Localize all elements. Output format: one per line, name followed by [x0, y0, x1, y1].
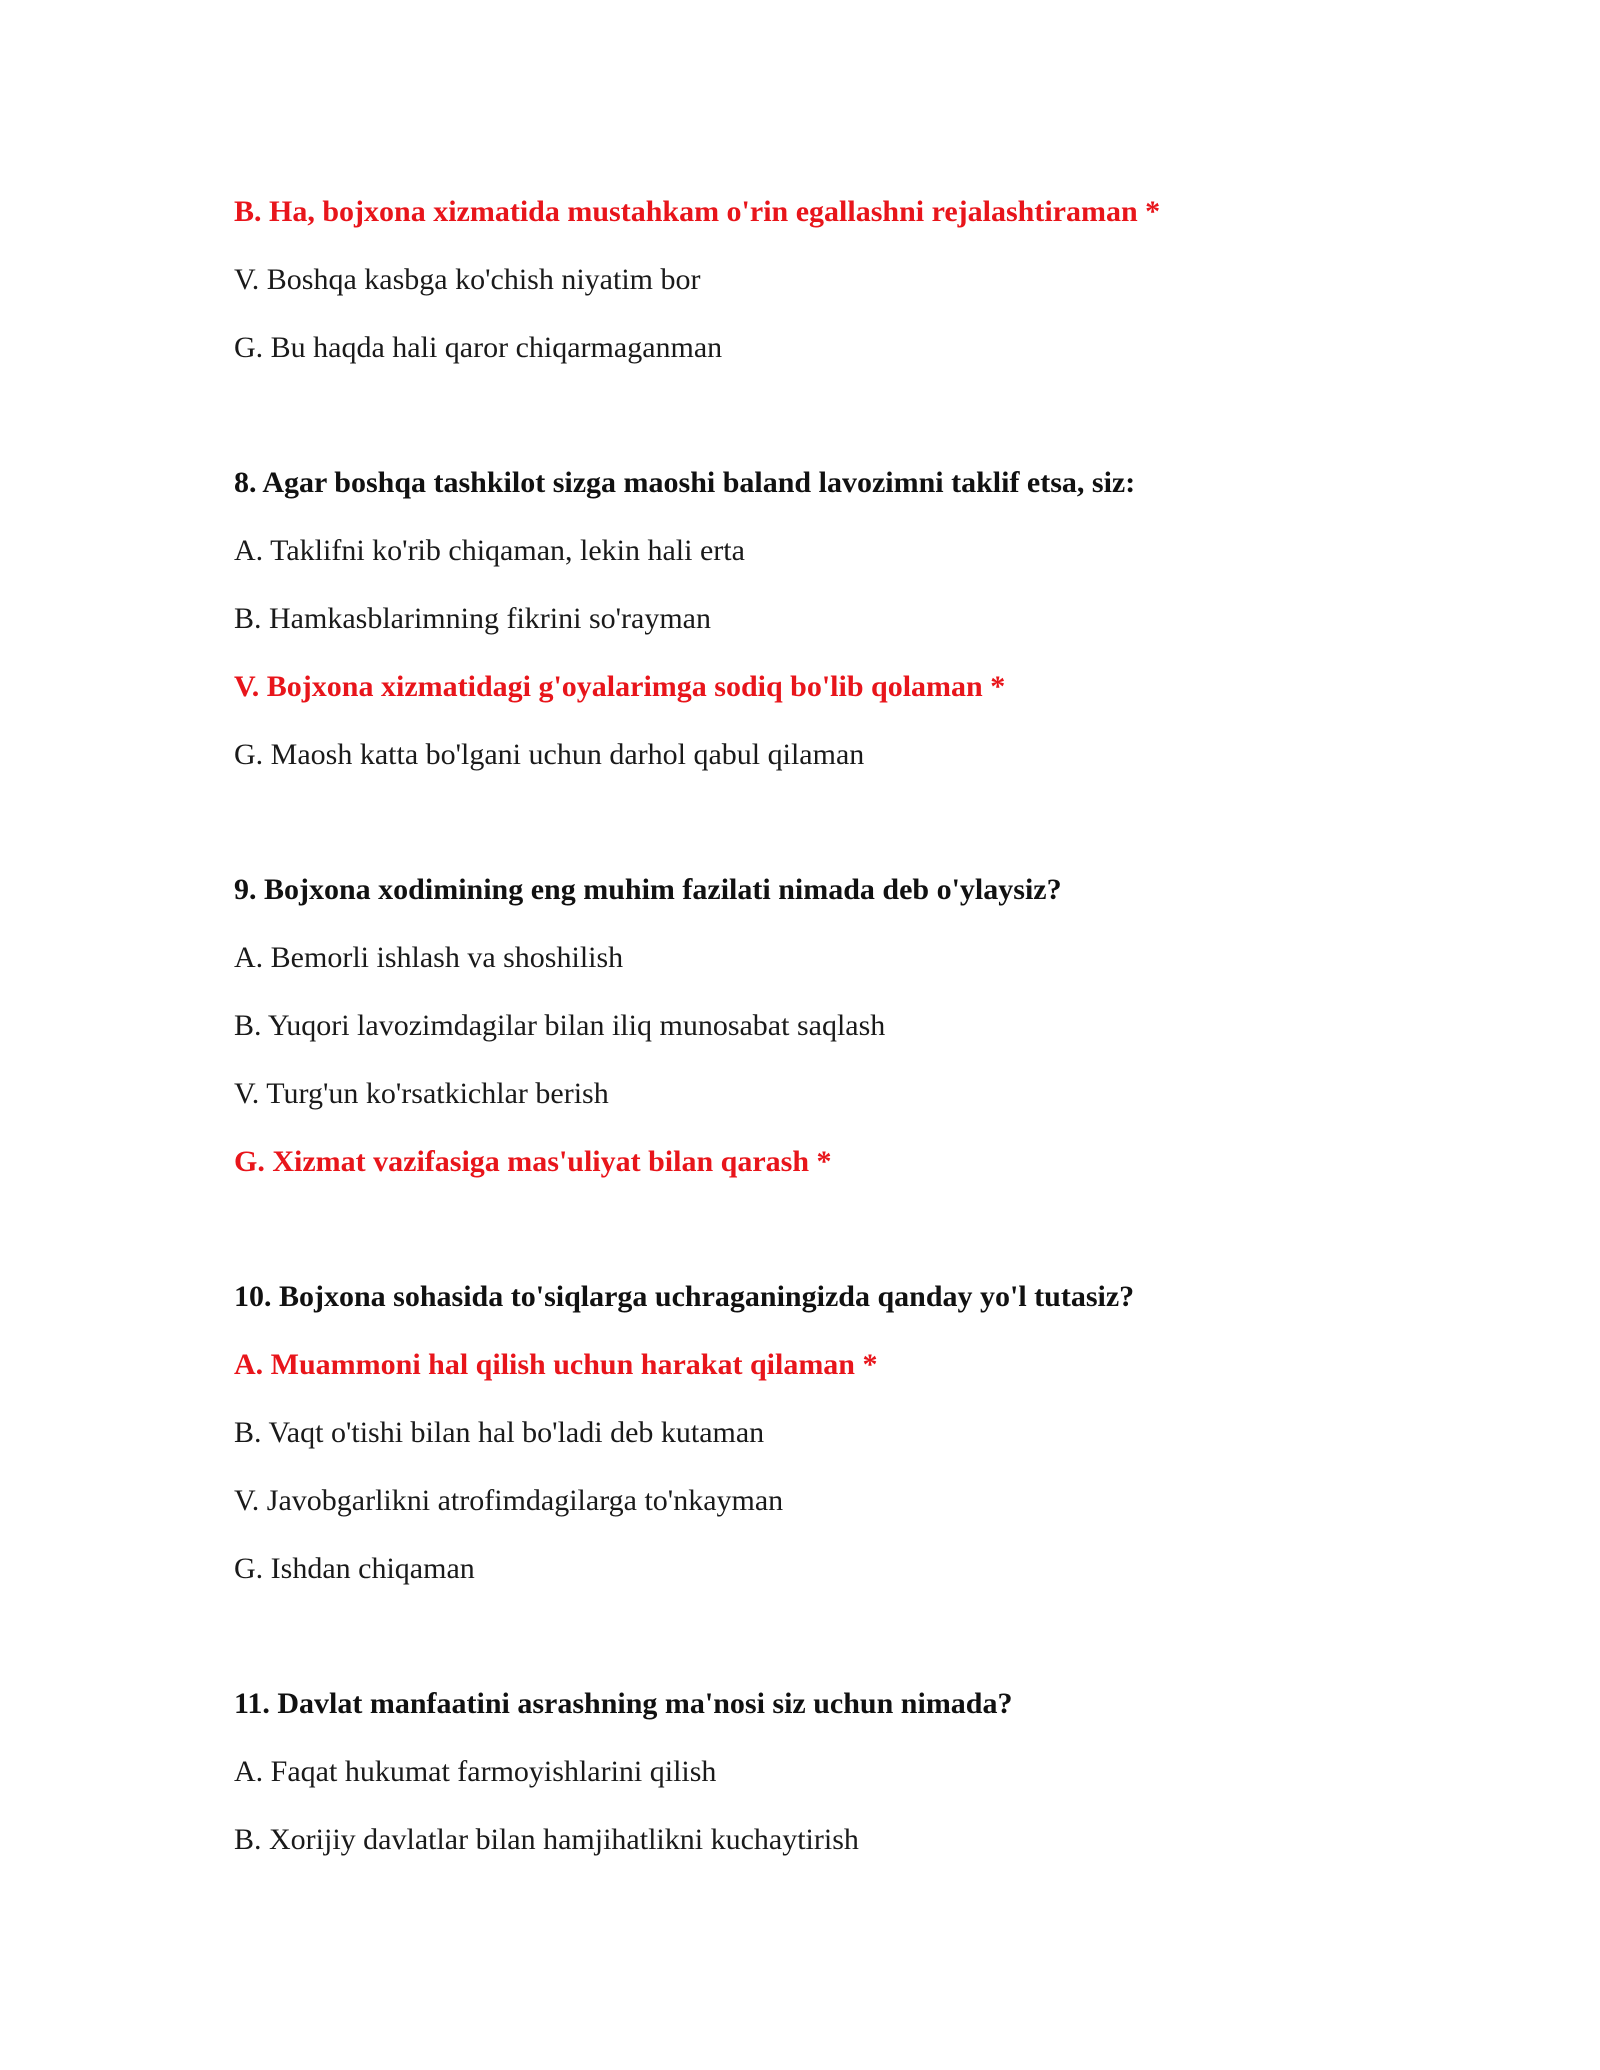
spacer: [234, 1603, 1434, 1670]
question-block-11: [234, 1670, 1434, 1874]
question-11-text: 11. Davlat manfaatini asrashning ma'nosi siz uchun nimada?: [234, 1687, 1013, 1720]
option-9-g: G. Xizmat vazifasiga mas'uliyat bilan qarash *: [234, 1145, 832, 1178]
question-block-10: [234, 1263, 1434, 1603]
quiz-content: [234, 178, 1434, 1874]
option-9-b: B. Yuqori lavozimdagilar bilan iliq munosabat saqlash: [234, 1009, 886, 1042]
question-block-8: [234, 449, 1434, 789]
option-10-v: V. Javobgarlikni atrofimdagilarga to'nkayman: [234, 1484, 784, 1517]
option-7-g: G. Bu haqda hali qaror chiqarmaganman: [234, 331, 723, 364]
option-10-a: A. Muammoni hal qilish uchun harakat qilaman *: [234, 1348, 878, 1381]
option-9-v: V. Turg'un ko'rsatkichlar berish: [234, 1077, 609, 1110]
option-11-a: A. Faqat hukumat farmoyishlarini qilish: [234, 1755, 717, 1788]
question-8-text: 8. Agar boshqa tashkilot sizga maoshi baland lavozimni taklif etsa, siz:: [234, 466, 1136, 499]
option-8-v: V. Bojxona xizmatidagi g'oyalarimga sodiq bo'lib qolaman *: [234, 670, 1006, 703]
option-7-b: B. Ha, bojxona xizmatida mustahkam o'rin egallashni rejalashtiraman *: [234, 195, 1161, 228]
question-10-text: 10. Bojxona sohasida to'siqlarga uchraganingizda qanday yo'l tutasiz?: [234, 1280, 1135, 1313]
option-10-b: B. Vaqt o'tishi bilan hal bo'ladi deb kutaman: [234, 1416, 765, 1449]
option-11-b: B. Xorijiy davlatlar bilan hamjihatlikni kuchaytirish: [234, 1823, 859, 1856]
spacer: [234, 382, 1434, 449]
option-10-g: G. Ishdan chiqaman: [234, 1552, 475, 1585]
option-9-a: A. Bemorli ishlash va shoshilish: [234, 941, 624, 974]
option-8-a: A. Taklifni ko'rib chiqaman, lekin hali erta: [234, 534, 745, 567]
option-8-g: G. Maosh katta bo'lgani uchun darhol qabul qilaman: [234, 738, 865, 771]
question-block-9: [234, 856, 1434, 1196]
option-8-b: B. Hamkasblarimning fikrini so'rayman: [234, 602, 711, 635]
question-9-text: 9. Bojxona xodimining eng muhim fazilati nimada deb o'ylaysiz?: [234, 873, 1062, 906]
spacer: [234, 1196, 1434, 1263]
spacer: [234, 789, 1434, 856]
option-7-v: V. Boshqa kasbga ko'chish niyatim bor: [234, 263, 701, 296]
question-block-7: [234, 178, 1434, 382]
